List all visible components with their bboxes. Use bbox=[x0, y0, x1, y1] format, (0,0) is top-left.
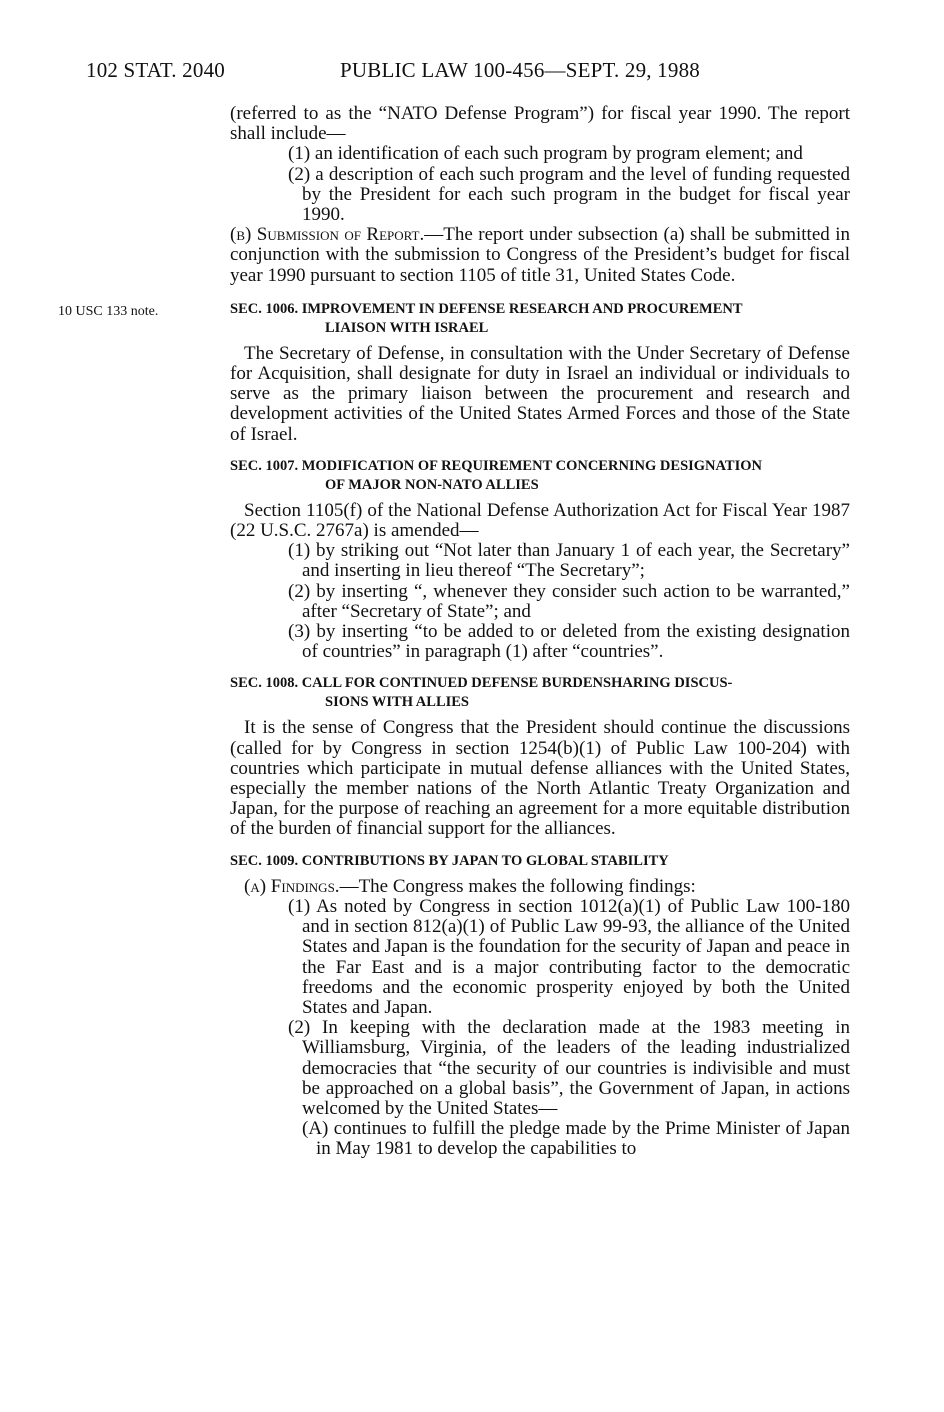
section-1008-heading bbox=[230, 674, 850, 712]
section-1009-a-text: —The Congress makes the following findings: bbox=[339, 875, 696, 897]
sec1007-title-line2: OF MAJOR NON-NATO ALLIES bbox=[325, 476, 539, 493]
section-1009-a-label: (a) Findings. bbox=[244, 875, 340, 897]
section-1009-item-1: (1) As noted by Congress in section 1012(a)(1) of Public Law 100-180 and in section 812(a)(1) of Public Law 99-93, the alliance of the United States and Japan is the foundation for the security of Japan and peace in the Far East and is a major contributing factor to the democratic freedoms and the economic prosperity enjoyed by both the United States and Japan. bbox=[288, 895, 850, 1018]
sec1006-title-line1: SEC. 1006. IMPROVEMENT IN DEFENSE RESEARCH AND PROCUREMENT bbox=[230, 300, 743, 317]
section-1008-text: It is the sense of Congress that the President should continue the discussions (called for by Congress in section 1254(b)(1) of Public Law 100-204) with countries which participate in mutual defense alliances with the United States, especially the member nations of the North Atlantic Treaty Organization and Japan, for the purpose of reaching an agreement for a more equitable distribution of the burden of financial support for the alliances. bbox=[230, 717, 850, 840]
section-1006-text: The Secretary of Defense, in consultation with the Under Secretary of Defense for Acquisition, shall designate for duty in Israel an individual or individuals to serve as the primary liaison between the procurement and research and development activities of the United States Armed Forces and those of the State of Israel. bbox=[230, 342, 850, 445]
intro-paragraph: (referred to as the “NATO Defense Program”) for fiscal year 1990. The report shall include— bbox=[230, 103, 850, 145]
intro-item-1: (1) an identification of each such program by program element; and bbox=[288, 143, 803, 165]
running-header-title: PUBLIC LAW 100-456—SEPT. 29, 1988 bbox=[340, 58, 700, 82]
section-1007-item-2: (2) by inserting “, whenever they consider such action to be warranted,” after “Secretary of State”; and bbox=[288, 580, 850, 622]
section-1007-heading bbox=[230, 457, 850, 495]
subsection-b-text: —The report under subsection (a) shall be submitted in conjunction with the submission to Congress of the President’s budget for fiscal year 1990 pursuant to section 1105 of title 31, United States Code. bbox=[230, 224, 850, 286]
section-1009-item-2A: (A) continues to fulfill the pledge made by the Prime Minister of Japan in May 1981 to develop the capabilities to bbox=[302, 1118, 850, 1160]
section-1009-item-2: (2) In keeping with the declaration made at the 1983 meeting in Williamsburg, Virginia, of the leaders of the leading industrialized democracies that “the security of our countries is indivisible and must be approached on a global basis”, the Government of Japan, in actions welcomed by the United States— bbox=[288, 1017, 850, 1119]
section-1007-text: Section 1105(f) of the National Defense Authorization Act for Fiscal Year 1987 (22 U.S.C. 2767a) is amended— bbox=[230, 499, 850, 542]
sec1006-title-line2: LIAISON WITH ISRAEL bbox=[325, 319, 489, 336]
margin-note-1006: 10 USC 133 note. bbox=[58, 303, 159, 319]
intro-item-2: (2) a description of each such program and the level of funding requested by the President for each such program in the budget for fiscal year 1990. bbox=[288, 163, 850, 226]
section-1007-item-3: (3) by inserting “to be added to or deleted from the existing designation of countries” in paragraph (1) after “countries”. bbox=[288, 621, 850, 663]
page-stat-number: 102 STAT. 2040 bbox=[86, 58, 225, 82]
sec1008-title-line2: SIONS WITH ALLIES bbox=[325, 694, 469, 711]
sec1009-title: SEC. 1009. CONTRIBUTIONS BY JAPAN TO GLOBAL STABILITY bbox=[230, 852, 669, 869]
section-1007-item-1: (1) by striking out “Not later than January 1 of each year, the Secretary” and inserting in lieu thereof “The Secretary”; bbox=[288, 540, 850, 582]
sec1008-title-line1: SEC. 1008. CALL FOR CONTINUED DEFENSE BURDENSHARING DISCUS- bbox=[230, 675, 733, 692]
section-1009-subsection-a bbox=[230, 877, 850, 897]
section-1009-heading bbox=[230, 852, 850, 871]
subsection-b bbox=[230, 225, 850, 286]
document-body bbox=[58, 103, 850, 1160]
section-1006-heading bbox=[58, 300, 850, 338]
subsection-b-label: (b) Submission of Report. bbox=[230, 224, 425, 246]
sec1007-title-line1: SEC. 1007. MODIFICATION OF REQUIREMENT CONCERNING DESIGNATION bbox=[230, 457, 762, 474]
